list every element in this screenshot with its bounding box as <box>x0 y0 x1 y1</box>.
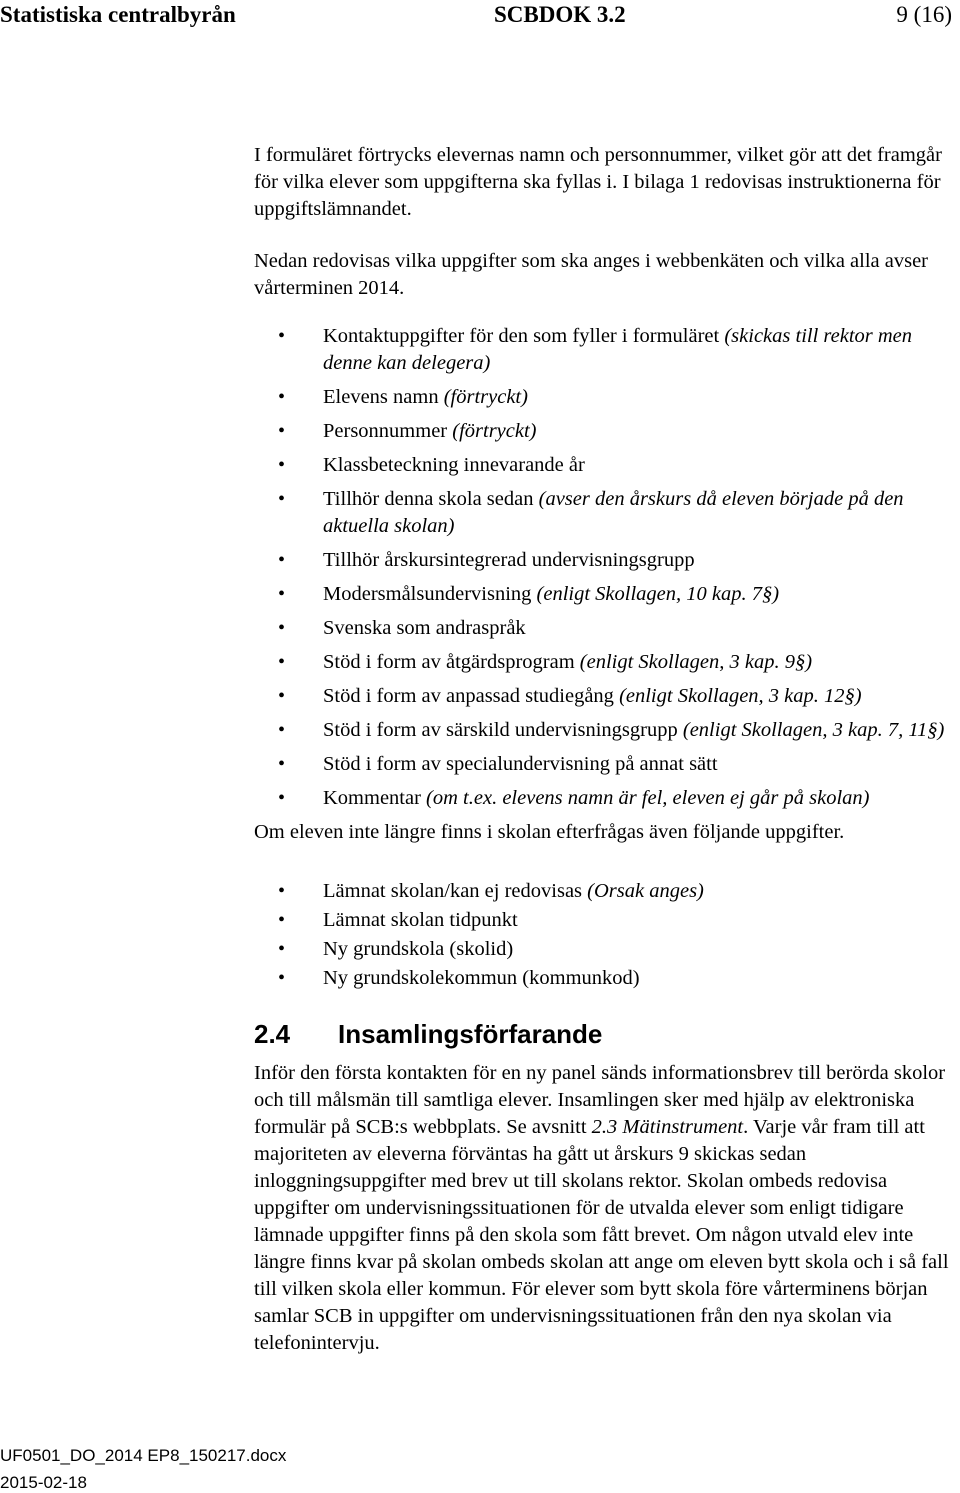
organization-name: Statistiska centralbyrån <box>0 2 236 27</box>
footer-date: 2015-02-18 <box>0 1473 87 1492</box>
list-item: • Lämnat skolan/kan ej redovisas (Orsak anges) <box>254 878 954 905</box>
page-number: 9 (16) <box>896 2 952 27</box>
list-item: • Tillhör årskursintegrerad undervisningsgrupp <box>254 547 954 574</box>
section-number: 2.4 <box>254 1019 291 1049</box>
left-school-fields-list <box>254 878 954 992</box>
section-heading <box>254 1018 954 1050</box>
list-item: • Elevens namn (förtryckt) <box>254 384 954 411</box>
list-item: • Stöd i form av anpassad studiegång (enligt Skollagen, 3 kap. 12§) <box>254 683 954 710</box>
document-id: SCBDOK 3.2 <box>494 2 626 27</box>
page-header <box>0 0 960 32</box>
list-item: • Svenska som andraspråk <box>254 615 954 642</box>
list-item: • Stöd i form av specialundervisning på annat sätt <box>254 751 954 778</box>
footer-filename: UF0501_DO_2014 EP8_150217.docx <box>0 1446 287 1465</box>
list-item: • Modersmålsundervisning (enligt Skollagen, 10 kap. 7§) <box>254 581 954 608</box>
section-body: Inför den första kontakten för en ny panel sänds informationsbrev till berörda skolor och till målsmän till samtliga elever. Insamlingen sker med hjälp av elektroniska formulär på SCB:s webbplats. Se avsnitt 2.3 Mätinstrument. Varje vår fram till att majoriteten av eleverna förväntas ha gått ut årskurs 9 skickas sedan inloggningsuppgifter med brev ut till skolans rektor. Skolan ombeds redovisa uppgifter om undervisningssituationen för de utvalda elever som enligt tidigare lämnade uppgifter finns på den skola som fått brevet. Om någon utvald elev inte längre finns kvar på skolan ombeds skolan att ange om eleven bytt skola och i så fall till vilken skola eller kommun. För elever som bytt skola före vårterminens början samlar SCB in uppgifter om undervisningssituationen från den nya skolan via telefonintervju. <box>254 1062 949 1354</box>
document-body <box>254 142 954 1357</box>
list-item: • Tillhör denna skola sedan (avser den årskurs då eleven började på den aktuella skolan) <box>254 486 954 540</box>
section-title: Insamlingsförfarande <box>338 1019 603 1049</box>
section-reference: 2.3 Mätinstrument <box>591 1116 744 1138</box>
list-item: • Klassbeteckning innevarande år <box>254 452 954 479</box>
list-item: • Stöd i form av åtgärdsprogram (enligt Skollagen, 3 kap. 9§) <box>254 649 954 676</box>
list-item: • Ny grundskolekommun (kommunkod) <box>254 965 954 992</box>
list-item: • Lämnat skolan tidpunkt <box>254 907 954 934</box>
list-item: • Ny grundskola (skolid) <box>254 936 954 963</box>
intro-paragraph-2: Nedan redovisas vilka uppgifter som ska anges i webbenkäten och vilka alla avser vårterminen 2014. <box>254 250 929 299</box>
list-item: • Kontaktuppgifter för den som fyller i formuläret (skickas till rektor men denne kan delegera) <box>254 323 954 377</box>
student-fields-list <box>254 323 954 812</box>
intro-paragraph-1: I formuläret förtrycks elevernas namn och personnummer, vilket gör att det framgår för vilka elever som uppgifterna ska fyllas i. I bilaga 1 redovisas instruktionerna för uppgiftslämnandet. <box>254 144 942 220</box>
list-item: • Kommentar (om t.ex. elevens namn är fel, eleven ej går på skolan) <box>254 785 954 812</box>
list-item: • Personnummer (förtryckt) <box>254 418 954 445</box>
middle-paragraph: Om eleven inte längre finns i skolan efterfrågas även följande uppgifter. <box>254 821 845 843</box>
list-item: • Stöd i form av särskild undervisningsgrupp (enligt Skollagen, 3 kap. 7, 11§) <box>254 717 954 744</box>
